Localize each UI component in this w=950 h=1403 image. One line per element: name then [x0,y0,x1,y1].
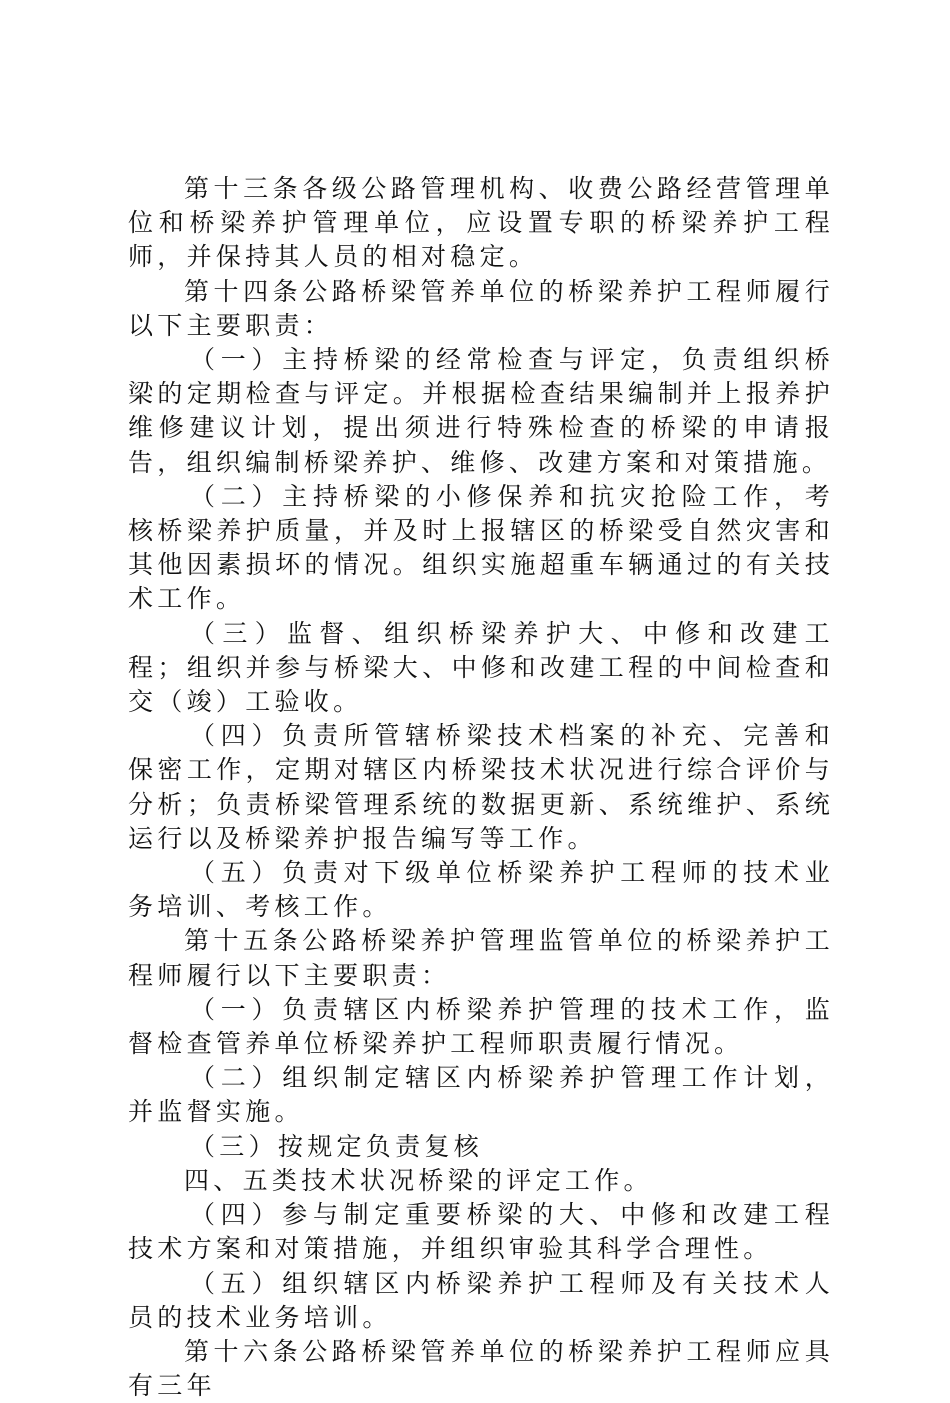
article-14-item-3: （三）监督、组织桥梁养护大、中修和改建工程；组织并参与桥梁大、中修和改建工程的中间检查和交（竣）工验收。 [128,618,834,717]
article-15-paragraph: 第十五条公路桥梁养护管理监管单位的桥梁养护工程师履行以下主要职责： [128,926,834,990]
article-16-paragraph: 第十六条公路桥梁管养单位的桥梁养护工程师应具有三年 [128,1336,834,1401]
document-body [128,172,834,1403]
article-15-item-3: （三）按规定负责复核 [190,1131,484,1161]
article-15-item-3-continued: 四、五类技术状况桥梁的评定工作。 [184,1165,653,1195]
article-15-item-5: （五）组织辖区内桥梁养护工程师及有关技术人员的技术业务培训。 [128,1268,834,1332]
article-15-item-2: （二）组织制定辖区内桥梁养护管理工作计划，并监督实施。 [128,1063,834,1127]
article-14-item-4: （四）负责所管辖桥梁技术档案的补充、完善和保密工作，定期对辖区内桥梁技术状况进行综合评价与分析；负责桥梁管理系统的数据更新、系统维护、系统运行以及桥梁养护报告编写等工作。 [128,721,834,853]
article-14-item-5: （五）负责对下级单位桥梁养护工程师的技术业务培训、考核工作。 [128,858,834,922]
article-14-paragraph: 第十四条公路桥梁管养单位的桥梁养护工程师履行以下主要职责： [128,276,834,340]
article-13-paragraph: 第十三条各级公路管理机构、收费公路经营管理单位和桥梁养护管理单位，应设置专职的桥梁养护工程师，并保持其人员的相对稳定。 [128,174,834,272]
article-14-item-1: （一）主持桥梁的经常检查与评定，负责组织桥梁的定期检查与评定。并根据检查结果编制并上报养护维修建议计划，提出须进行特殊检查的桥梁的申请报告，组织编制桥梁养护、维修、改建方案和对策措施。 [128,345,834,477]
article-15-item-1: （一）负责辖区内桥梁养护管理的技术工作，监督检查管养单位桥梁养护工程师职责履行情况。 [128,994,834,1059]
article-14-item-2: （二）主持桥梁的小修保养和抗灾抢险工作，考核桥梁养护质量，并及时上报辖区的桥梁受自然灾害和其他因素损坏的情况。组织实施超重车辆通过的有关技术工作。 [128,481,834,614]
article-15-item-4: （四）参与制定重要桥梁的大、中修和改建工程技术方案和对策措施，并组织审验其科学合理性。 [128,1200,834,1264]
